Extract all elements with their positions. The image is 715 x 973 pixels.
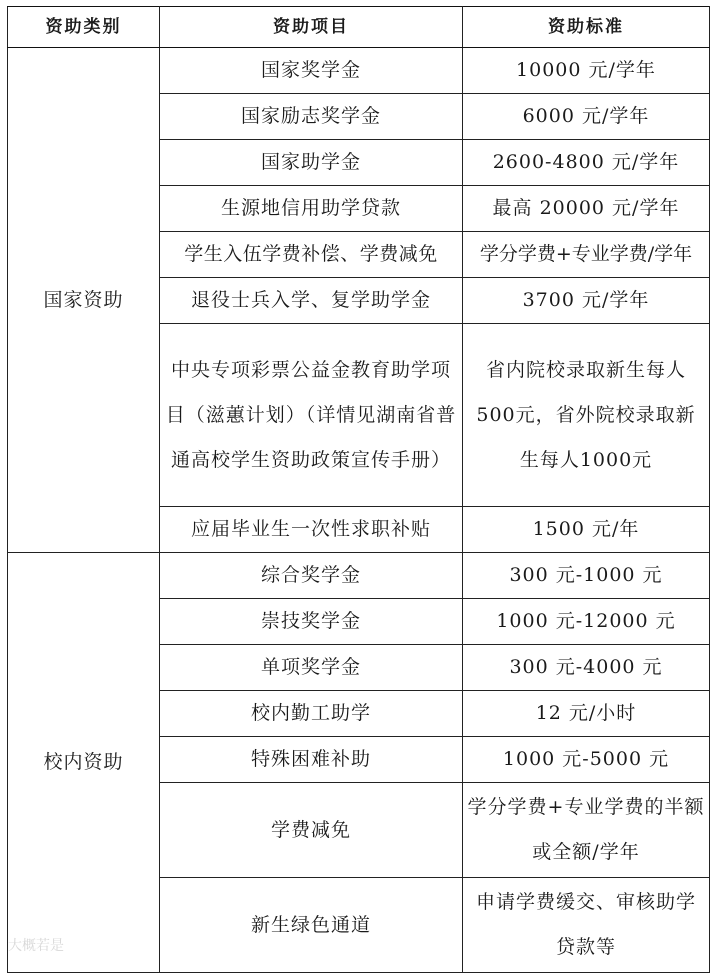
standard-cell: 1000 元-12000 元 [463, 599, 710, 645]
item-cell: 生源地信用助学贷款 [160, 186, 463, 232]
table-row [8, 48, 710, 94]
item-cell: 国家励志奖学金 [160, 94, 463, 140]
item-cell: 特殊困难补助 [160, 737, 463, 783]
standard-cell: 省内院校录取新生每人500元，省外院校录取新生每人1000元 [463, 324, 710, 507]
standard-cell: 学分学费+专业学费/学年 [463, 232, 710, 278]
standard-cell: 3700 元/学年 [463, 278, 710, 324]
standard-cell: 申请学费缓交、审核助学贷款等 [463, 878, 710, 973]
item-cell: 单项奖学金 [160, 645, 463, 691]
item-cell: 学生入伍学费补偿、学费减免 [160, 232, 463, 278]
funding-table [7, 6, 710, 973]
standard-cell: 学分学费+专业学费的半额或全额/学年 [463, 783, 710, 878]
watermark: 大概若是 [8, 938, 64, 954]
item-cell: 国家奖学金 [160, 48, 463, 94]
standard-cell: 1000 元-5000 元 [463, 737, 710, 783]
item-cell: 应届毕业生一次性求职补贴 [160, 507, 463, 553]
standard-cell: 300 元-1000 元 [463, 553, 710, 599]
standard-cell: 300 元-4000 元 [463, 645, 710, 691]
item-cell: 学费减免 [160, 783, 463, 878]
standard-cell: 12 元/小时 [463, 691, 710, 737]
category-cell: 校内资助 [8, 553, 160, 973]
item-cell: 新生绿色通道 [160, 878, 463, 973]
category-cell: 国家资助 [8, 48, 160, 553]
header-category: 资助类别 [8, 7, 160, 48]
item-cell: 综合奖学金 [160, 553, 463, 599]
header-row [8, 7, 710, 48]
standard-cell: 1500 元/年 [463, 507, 710, 553]
table-row [8, 553, 710, 599]
header-item: 资助项目 [160, 7, 463, 48]
item-cell: 中央专项彩票公益金教育助学项目（滋蕙计划）（详情见湖南省普通高校学生资助政策宣传手册） [160, 324, 463, 507]
header-standard: 资助标准 [463, 7, 710, 48]
standard-cell: 最高 20000 元/学年 [463, 186, 710, 232]
standard-cell: 6000 元/学年 [463, 94, 710, 140]
item-cell: 校内勤工助学 [160, 691, 463, 737]
item-cell: 崇技奖学金 [160, 599, 463, 645]
item-cell: 退役士兵入学、复学助学金 [160, 278, 463, 324]
item-cell: 国家助学金 [160, 140, 463, 186]
standard-cell: 10000 元/学年 [463, 48, 710, 94]
standard-cell: 2600-4800 元/学年 [463, 140, 710, 186]
